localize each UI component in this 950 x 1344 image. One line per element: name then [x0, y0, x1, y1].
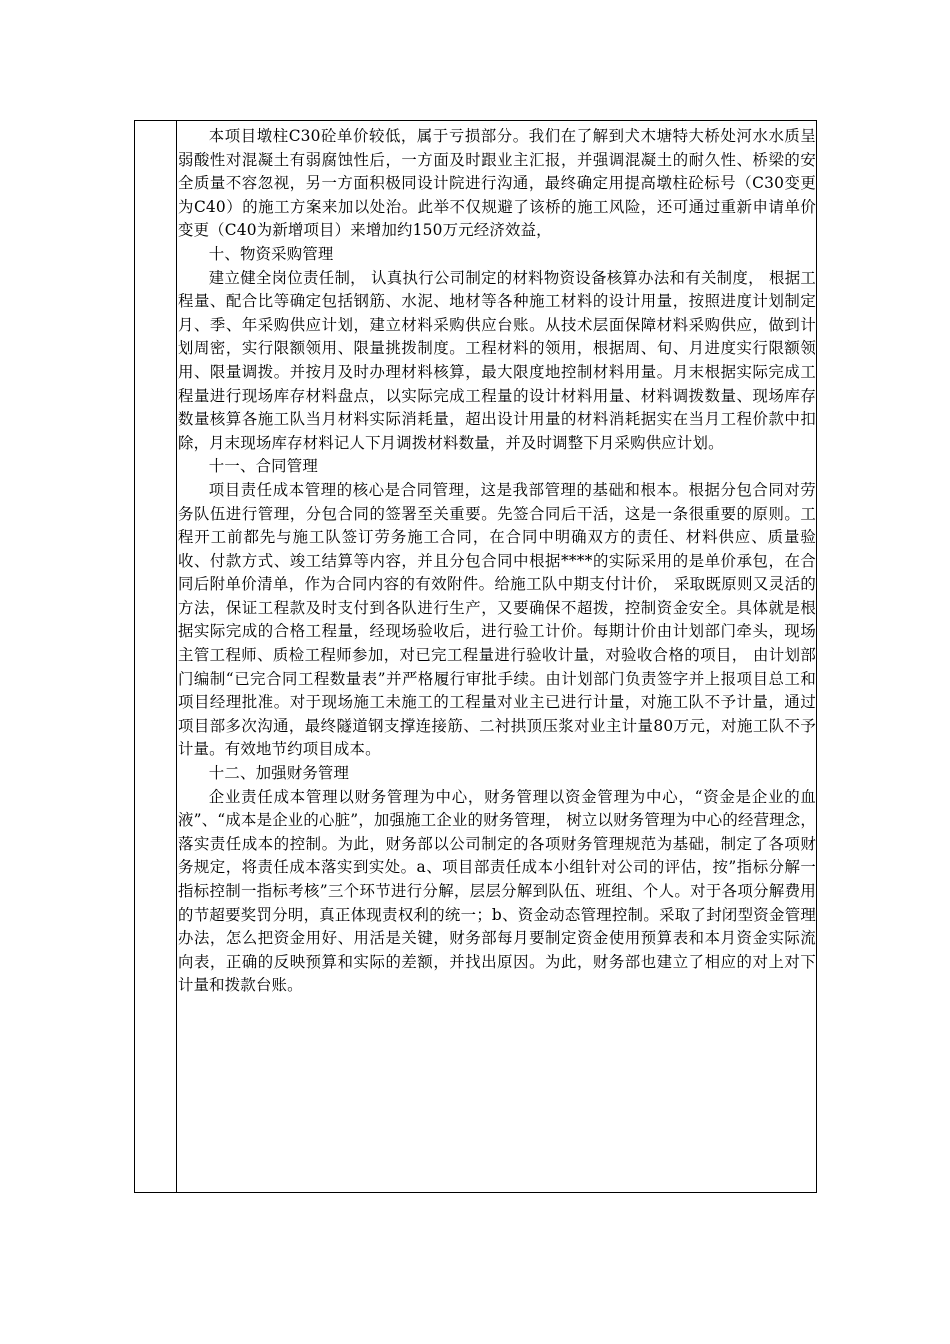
heading-financial-management: 十二、加强财务管理	[208, 764, 350, 783]
heading-contract-management: 十一、合同管理	[208, 457, 318, 476]
paragraph-financial-management: 企业责任成本管理以财务管理为中心，财务管理以资金管理为中心，“资金是企业的血液”、“成本是企业的心脏”，加强施工企业的财务管理， 树立以财务管理为中心的经营理念，落实责任成本的控制。为此，财务部以公司制定的各项财务管理规范为基础，制定了各项财务规定，将责任成本落实到实处。a、项目部责任成本小组针对公司的评估，按”指标分解一指标控制一指标考核”三个环节进行分解，层层分解到队伍、班组、个人。对于各项分解费用的节超要奖罚分明，真正体现责权利的统一；b、资金动态管理控制。采取了封闭型资金管理办法，怎么把资金用好、用活是关键，财务部每月要制定资金使用预算表和本月资金实际流向表，正确的反映预算和实际的差额，并找出原因。为此，财务部也建立了相应的对上对下计量和拨款台账。	[178, 787, 816, 995]
left-label-column	[135, 121, 177, 1192]
heading-material-procurement: 十、物资采购管理	[208, 244, 334, 263]
document-table	[134, 120, 817, 1193]
paragraph-contract-management: 项目责任成本管理的核心是合同管理，这是我部管理的基础和根本。根据分包合同对劳务队伍进行管理，分包合同的签署至关重要。先签合同后干活，这是一条很重要的原则。工程开工前都先与施工队签订劳务施工合同，在合同中明确双方的责任、材料供应、质量验收、付款方式、竣工结算等内容，并且分包合同中根据****的实际采用的是单价承包，在合同后附单价清单，作为合同内容的有效附件。给施工队中期支付计价， 采取既原则又灵活的方法，保证工程款及时支付到各队进行生产，又要确保不超拨，控制资金安全。具体就是根据实际完成的合格工程量，经现场验收后，进行验工计价。每期计价由计划部门牵头，现场主管工程师、质检工程师参加，对已完工程量进行验收计量，对验收合格的项目， 由计划部门编制“已完合同工程数量表”并严格履行审批手续。由计划部门负责签字并上报项目总工和项目经理批准。对于现场施工未施工的工程量对业主已进行计量，对施工队不予计量，通过项目部多次沟通，最终隧道钢支撑连接筋、二衬拱顶压浆对业主计量80万元，对施工队不予计量。有效地节约项目成本。	[178, 480, 816, 759]
paragraph-material-procurement: 建立健全岗位责任制， 认真执行公司制定的材料物资设备核算办法和有关制度， 根据工程量、配合比等确定包括钢筋、水泥、地材等各种施工材料的设计用量，按照进度计划制定月、季、年采购供应计划，建立材料采购供应台账。从技术层面保障材料采购供应，做到计划周密，实行限额领用、限量挑拨制度。工程材料的领用，根据周、旬、月进度实行限额领用、限量调拨。并按月及时办理材料核算，最大限度地控制材料用量。月末根据实际完成工程量进行现场库存材料盘点，以实际完成工程量的设计材料用量、材料调拨数量、现场库存数量核算各施工队当月材料实际消耗量，超出设计用量的材料消耗据实在当月工程价款中扣除，月末现场库存材料记人下月调拨材料数量，并及时调整下月采购供应计划。	[178, 268, 816, 452]
paragraph-pier-concrete: 本项目墩柱C30砼单价较低，属于亏损部分。我们在了解到犬木塘特大桥处河水水质呈弱酸性对混凝土有弱腐蚀性后，一方面及时跟业主汇报，并强调混凝土的耐久性、桥梁的安全质量不容忽视，另一方面积极同设计院进行沟通，最终确定用提高墩柱砼标号（C30变更为C40）的施工方案来加以处治。此举不仅规避了该桥的施工风险，还可通过重新申请单价变更（C40为新增项目）来增加约150万元经济效益，	[178, 127, 816, 240]
content-cell	[178, 125, 816, 998]
